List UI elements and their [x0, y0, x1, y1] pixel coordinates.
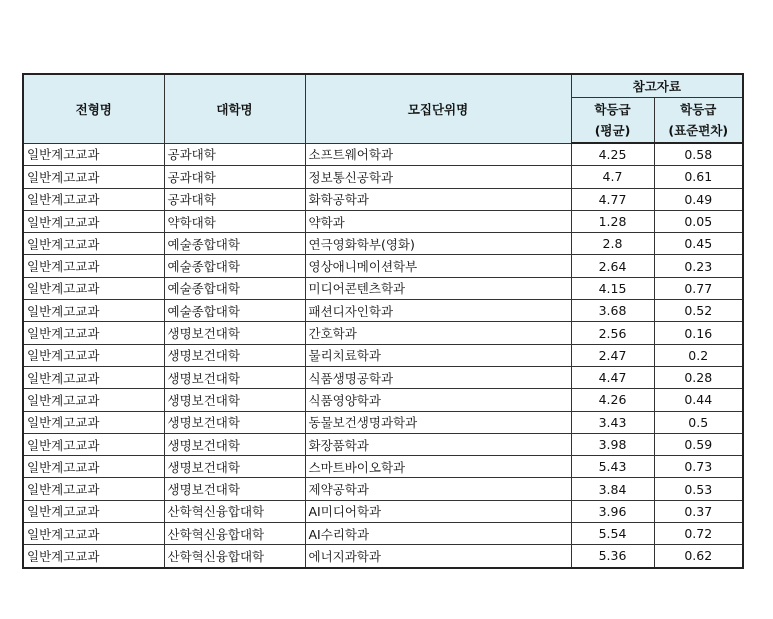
- admission-type-cell: 일반계고교과: [23, 166, 164, 188]
- college-cell: 생명보건대학: [164, 456, 305, 478]
- grade-mean-cell: 2.64: [571, 255, 654, 277]
- header-department: 모집단위명: [305, 74, 571, 143]
- grade-stddev-cell: 0.62: [654, 545, 743, 568]
- header-grade-mean: [571, 98, 654, 144]
- grade-mean-cell: 1.28: [571, 210, 654, 232]
- department-cell: 연극영화학부(영화): [305, 233, 571, 255]
- grade-mean-cell: 2.47: [571, 344, 654, 366]
- table-body: [23, 143, 743, 568]
- header-grade-stddev: [654, 98, 743, 144]
- grade-stddev-cell: 0.73: [654, 456, 743, 478]
- grade-stddev-cell: 0.53: [654, 478, 743, 500]
- college-cell: 예술종합대학: [164, 233, 305, 255]
- grade-mean-cell: 2.8: [571, 233, 654, 255]
- college-cell: 예술종합대학: [164, 255, 305, 277]
- grade-stddev-cell: 0.37: [654, 500, 743, 522]
- college-cell: 생명보건대학: [164, 366, 305, 388]
- college-cell: 생명보건대학: [164, 322, 305, 344]
- grade-stddev-cell: 0.52: [654, 300, 743, 322]
- department-cell: 간호학과: [305, 322, 571, 344]
- admission-type-cell: 일반계고교과: [23, 366, 164, 388]
- table-row: [23, 255, 743, 277]
- table-row: [23, 389, 743, 411]
- department-cell: 물리치료학과: [305, 344, 571, 366]
- table-row: [23, 411, 743, 433]
- college-cell: 공과대학: [164, 166, 305, 188]
- grade-mean-cell: 3.43: [571, 411, 654, 433]
- table-row: [23, 523, 743, 545]
- grade-stddev-cell: 0.77: [654, 277, 743, 299]
- grade-mean-cell: 3.84: [571, 478, 654, 500]
- grade-mean-cell: 5.36: [571, 545, 654, 568]
- table-row: [23, 166, 743, 188]
- department-cell: 에너지과학과: [305, 545, 571, 568]
- header-reference-group: 참고자료: [571, 74, 743, 98]
- table-row: [23, 478, 743, 500]
- college-cell: 산학혁신융합대학: [164, 500, 305, 522]
- college-cell: 공과대학: [164, 143, 305, 166]
- college-cell: 생명보건대학: [164, 411, 305, 433]
- college-cell: 생명보건대학: [164, 433, 305, 455]
- admission-type-cell: 일반계고교과: [23, 456, 164, 478]
- table-row: [23, 344, 743, 366]
- grade-stddev-cell: 0.58: [654, 143, 743, 166]
- college-cell: 예술종합대학: [164, 300, 305, 322]
- header-grade-stddev-line2: (표준편차): [668, 123, 729, 138]
- grade-mean-cell: 4.15: [571, 277, 654, 299]
- header-grade-stddev-line1: 학등급: [680, 102, 717, 117]
- table-row: [23, 456, 743, 478]
- college-cell: 약학대학: [164, 210, 305, 232]
- department-cell: 제약공학과: [305, 478, 571, 500]
- college-cell: 산학혁신융합대학: [164, 545, 305, 568]
- grade-mean-cell: 5.43: [571, 456, 654, 478]
- department-cell: AI수리학과: [305, 523, 571, 545]
- department-cell: AI미디어학과: [305, 500, 571, 522]
- college-cell: 공과대학: [164, 188, 305, 210]
- grade-mean-cell: 4.47: [571, 366, 654, 388]
- grade-mean-cell: 3.96: [571, 500, 654, 522]
- header-grade-mean-line2: (평균): [594, 123, 631, 138]
- header-college: 대학명: [164, 74, 305, 143]
- grade-stddev-cell: 0.23: [654, 255, 743, 277]
- admission-type-cell: 일반계고교과: [23, 411, 164, 433]
- grade-stddev-cell: 0.49: [654, 188, 743, 210]
- grade-stddev-cell: 0.44: [654, 389, 743, 411]
- table-row: [23, 188, 743, 210]
- header-grade-mean-line1: 학등급: [594, 102, 631, 117]
- admission-type-cell: 일반계고교과: [23, 523, 164, 545]
- college-cell: 생명보건대학: [164, 389, 305, 411]
- department-cell: 식품영양학과: [305, 389, 571, 411]
- grade-mean-cell: 3.98: [571, 433, 654, 455]
- grade-mean-cell: 5.54: [571, 523, 654, 545]
- department-cell: 영상애니메이션학부: [305, 255, 571, 277]
- admission-grade-table: [22, 73, 744, 569]
- admission-type-cell: 일반계고교과: [23, 389, 164, 411]
- table-row: [23, 210, 743, 232]
- department-cell: 패션디자인학과: [305, 300, 571, 322]
- table-row: [23, 433, 743, 455]
- table-row: [23, 500, 743, 522]
- college-cell: 생명보건대학: [164, 478, 305, 500]
- admission-type-cell: 일반계고교과: [23, 277, 164, 299]
- admission-type-cell: 일반계고교과: [23, 545, 164, 568]
- table-row: [23, 143, 743, 166]
- department-cell: 미디어콘텐츠학과: [305, 277, 571, 299]
- admission-type-cell: 일반계고교과: [23, 143, 164, 166]
- admission-type-cell: 일반계고교과: [23, 300, 164, 322]
- table-row: [23, 300, 743, 322]
- grade-mean-cell: 4.26: [571, 389, 654, 411]
- grade-mean-cell: 2.56: [571, 322, 654, 344]
- table-row: [23, 322, 743, 344]
- department-cell: 정보통신공학과: [305, 166, 571, 188]
- department-cell: 소프트웨어학과: [305, 143, 571, 166]
- department-cell: 화학공학과: [305, 188, 571, 210]
- admission-type-cell: 일반계고교과: [23, 255, 164, 277]
- admission-type-cell: 일반계고교과: [23, 233, 164, 255]
- admission-type-cell: 일반계고교과: [23, 478, 164, 500]
- college-cell: 생명보건대학: [164, 344, 305, 366]
- grade-stddev-cell: 0.28: [654, 366, 743, 388]
- department-cell: 약학과: [305, 210, 571, 232]
- department-cell: 스마트바이오학과: [305, 456, 571, 478]
- college-cell: 예술종합대학: [164, 277, 305, 299]
- admission-type-cell: 일반계고교과: [23, 210, 164, 232]
- table-row: [23, 277, 743, 299]
- admission-type-cell: 일반계고교과: [23, 500, 164, 522]
- admission-type-cell: 일반계고교과: [23, 188, 164, 210]
- table-row: [23, 233, 743, 255]
- grade-stddev-cell: 0.05: [654, 210, 743, 232]
- grade-stddev-cell: 0.72: [654, 523, 743, 545]
- department-cell: 동물보건생명과학과: [305, 411, 571, 433]
- department-cell: 화장품학과: [305, 433, 571, 455]
- grade-mean-cell: 4.25: [571, 143, 654, 166]
- grade-mean-cell: 4.77: [571, 188, 654, 210]
- grade-stddev-cell: 0.61: [654, 166, 743, 188]
- grade-stddev-cell: 0.45: [654, 233, 743, 255]
- department-cell: 식품생명공학과: [305, 366, 571, 388]
- admission-type-cell: 일반계고교과: [23, 433, 164, 455]
- grade-stddev-cell: 0.16: [654, 322, 743, 344]
- college-cell: 산학혁신융합대학: [164, 523, 305, 545]
- table-row: [23, 366, 743, 388]
- header-admission-type: 전형명: [23, 74, 164, 143]
- grade-stddev-cell: 0.5: [654, 411, 743, 433]
- table-row: [23, 545, 743, 568]
- admission-type-cell: 일반계고교과: [23, 344, 164, 366]
- grade-stddev-cell: 0.2: [654, 344, 743, 366]
- admission-type-cell: 일반계고교과: [23, 322, 164, 344]
- grade-mean-cell: 3.68: [571, 300, 654, 322]
- grade-mean-cell: 4.7: [571, 166, 654, 188]
- grade-stddev-cell: 0.59: [654, 433, 743, 455]
